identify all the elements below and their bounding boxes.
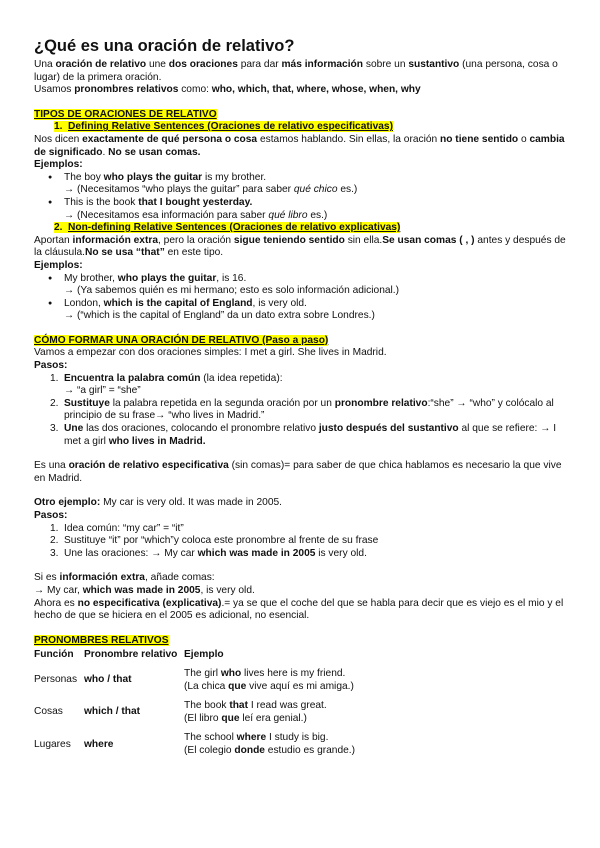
text-run: sin ella. [344,234,383,246]
bold-run: donde [234,744,265,756]
text-run: The girl [184,667,221,679]
intro-pronouns [34,84,572,97]
list-item: ● The boy who plays the guitar is my brother. → (Necesitamos “who plays the guitar” para saber qué chico es.) [34,172,572,197]
section-heading-como: CÓMO FORMAR UNA ORACIÓN DE RELATIVO (Paso a paso) [34,334,329,346]
text-run: Una [34,59,56,70]
bold-run: No se usa “that” [84,247,165,259]
extra-info [34,572,572,585]
defining-description [34,134,572,159]
text-run: en este tipo. [164,247,224,259]
bold-run: más información [281,59,364,70]
section-heading-tipos: TIPOS DE ORACIONES DE RELATIVO [34,108,217,120]
bold-run: where [236,732,267,744]
funcion-cell: Personas [34,674,78,686]
subheading-non-defining: 2. Non-defining Relative Sentences (Oraciones de relativo explicativas) [54,222,401,234]
como-intro: Vamos a empezar con dos oraciones simples: I met a girl. She lives in Madrid. [34,347,387,359]
bold-run: who, which, that, where, whose, when, why [211,84,421,96]
text-run: vive aquí es mi amiga.) [246,680,354,692]
section-heading-pronombres: PRONOMBRES RELATIVOS [34,634,169,646]
text-run: al que se refiere: → I met a girl [64,423,557,447]
column-header: Ejemplo [184,649,224,661]
ejemplos-label: Ejemplos: [34,259,83,271]
table-row [34,732,484,764]
text-run: Es una [34,460,69,472]
text-run: Usamos [34,84,75,96]
list-item: 3. Une las oraciones: → My car which was made in 2005 is very old. [50,547,367,559]
bold-run: exactamente de qué persona o cosa [82,133,258,145]
bold-run: Sustituye [64,397,110,409]
pronouns-table [34,649,484,764]
text-run: leí era genial.) [239,712,307,724]
text-run: (El libro [184,712,222,724]
subheading-defining: 1. Defining Relative Sentences (Oraciones de relativo especificativas) [54,121,393,133]
list-item: 1. Idea común: “my car” = “it” [50,522,184,534]
table-header-row [34,649,484,668]
text-run: (sin comas)= para saber de que chica hablamos es necesario la que vive en Madrid. [34,460,562,484]
steps-list-2 [34,523,572,561]
text-run: la palabra repetida en la segunda oración por un [109,397,335,409]
pronombre-cell: where [84,738,114,750]
steps-list [34,373,572,449]
list-item: 3. Une las dos oraciones, colocando el pronombre relativo justo después del sustantivo al que se refiere: → I met a girl who lives in Madrid. [50,423,557,447]
bold-run: justo después del sustantivo [318,423,459,435]
ejemplo-cell [184,668,484,700]
text-run: como: [178,84,212,96]
bold-run: cambia de significado [34,133,565,158]
text-run: . [102,146,109,158]
text-run: estudio es grande.) [264,744,356,756]
bold-run: dos oraciones [168,59,238,70]
text-run: (La chica [184,680,229,692]
text-run: , añade comas: [144,572,215,584]
text-run: sobre un [363,59,409,70]
text-run: The school [184,732,237,744]
extra-example: → My car, which was made in 2005, is very old. [34,584,255,596]
bold-run: que [228,680,247,692]
text-run: une [146,59,169,70]
bold-run: Se usan comas ( , ) [382,234,475,246]
text-run: o [518,133,530,145]
funcion-cell: Lugares [34,738,71,750]
text-run: lives here is my friend. [241,667,346,679]
ejemplo-cell [184,700,484,732]
list-item: ● This is the book that I bought yesterday. → (Necesitamos esa información para saber qué libro es.) [34,197,572,222]
bold-run: sigue teniendo sentido [233,234,345,246]
bold-run: sustantivo [408,59,460,70]
text-run: antes y después de la cláusula. [34,234,566,259]
text-run: The book [184,700,230,712]
bold-run: pronombres relativos [74,84,179,96]
text-run: I study is big. [266,732,329,744]
pasos-label: Pasos: [34,510,68,521]
intro-definition [34,59,572,84]
funcion-cell: Cosas [34,706,63,718]
bold-run: que [221,712,240,724]
bold-run: información extra [72,234,159,246]
bold-run: oración de relativo especificativa [68,460,229,472]
extra-note [34,598,572,623]
summary-text [34,460,572,485]
text-run: I read was great. [248,700,327,712]
non-defining-examples [34,273,572,323]
pasos-label: Pasos: [34,360,68,372]
bold-run: no tiene sentido [440,133,519,145]
table-row [34,700,484,732]
bold-run: Une [64,423,84,435]
pronombre-cell: who / that [84,674,132,686]
pronombre-cell: which / that [84,706,141,718]
bold-run: who lives in Madrid. [108,435,206,447]
text-run: Si es [34,572,60,584]
bold-run: oración de relativo [55,59,147,70]
ejemplo-cell [184,732,484,764]
list-item: ● My brother, who plays the guitar, is 16. → (Ya sabemos quién es mi hermano; esto es solo información adicional.) [34,273,572,298]
text-run: las dos oraciones, colocando el pronombre relativo [83,423,319,435]
bold-run: pronombre relativo [334,397,428,409]
list-item: 2. Sustituye “it” por “which”y coloca este pronombre al frente de su frase [50,535,379,547]
otro-ejemplo: Otro ejemplo: My car is very old. It was made in 2005. [34,497,282,509]
defining-examples [34,172,572,222]
list-item: 1. Encuentra la palabra común (la idea repetida): → “a girl” = “she” [50,372,283,397]
bold-run: no especificativa (explicativa) [77,597,222,609]
non-defining-description [34,235,572,260]
text-run: :“she” → “who” y colócalo al principio de su frase→ “who lives in Madrid.” [64,397,554,422]
ejemplos-label: Ejemplos: [34,159,83,171]
text-run: Ahora es [34,597,78,609]
text-run: Aportan [34,234,73,246]
text-run: (El colegio [184,744,235,756]
text-run: para dar [237,59,282,70]
text-run: Nos dicen [34,133,83,145]
text-run: .= ya se que el coche del que se habla para decir que es viejo es el mio y el hecho de que se hiciera en el 2005 es adicional, no esencial. [34,597,564,622]
text-run: , pero la oración [158,234,234,246]
bold-run: No se usan comas. [108,146,201,158]
table-row [34,668,484,700]
bold-run: who [220,667,242,679]
text-run: (una persona, cosa o lugar) de la primera oración. [34,59,558,83]
page-title: ¿Qué es una oración de relativo? [34,37,295,55]
list-item: 2. Sustituye la palabra repetida en la segunda oración por un pronombre relativo:“she” → “who” y colócalo al principio de su frase→ “who lives in Madrid.” [50,397,554,422]
list-item: ● London, which is the capital of England, is very old. → (“which is the capital of England” da un dato extra sobre Londres.) [34,298,572,323]
text-run: estamos hablando. Sin ellas, la oración [257,133,441,145]
bold-run: that [229,700,248,712]
bold-run: información extra [59,572,145,584]
column-header: Pronombre relativo [84,649,178,661]
column-header: Función [34,649,74,661]
